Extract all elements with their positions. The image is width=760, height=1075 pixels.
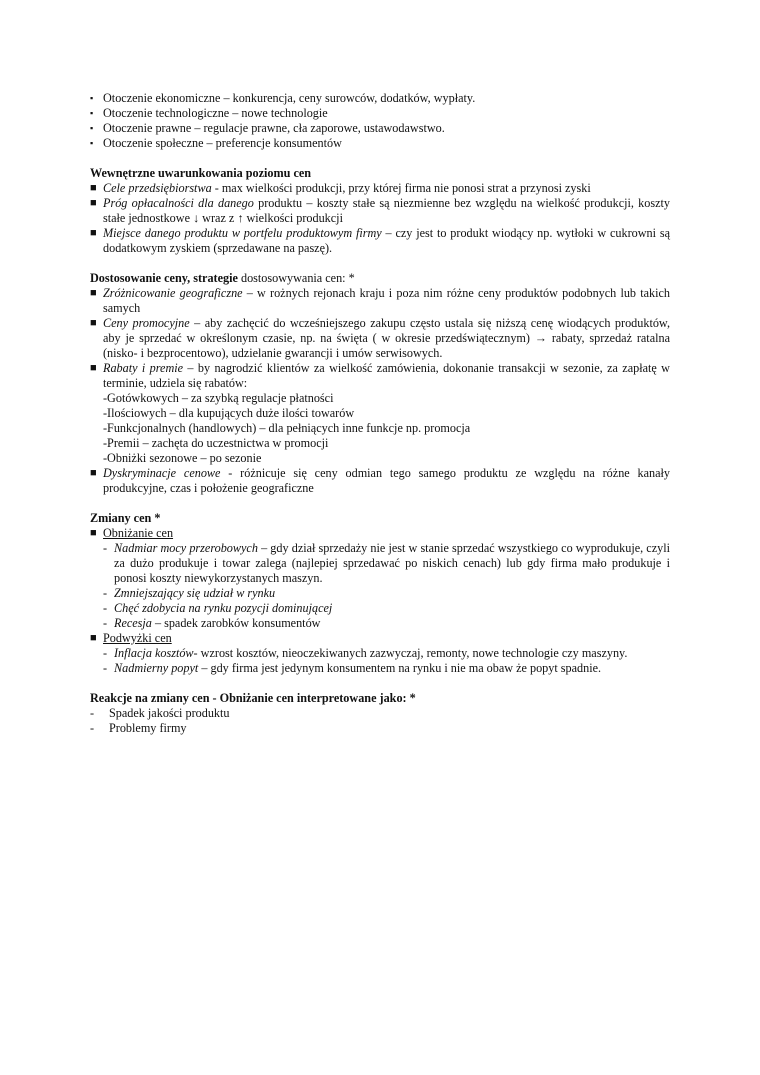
section-heading: Reakcje na zmiany cen - Obniżanie cen interpretowane jako: * [90,691,416,705]
rabat-item: -Ilościowych – dla kupujących duże ilości towarów [103,406,355,420]
document-page [90,91,670,736]
list-item: ■ Dyskryminacje cenowe - różnicuje się ceny odmian tego samego produktu ze względu na różne kanały produkcyjne, czas i położenie geograficzne [90,466,670,495]
list-item: ■ Próg opłacalności dla danego produktu – koszty stałe są niezmienne bez względu na wielkość produkcji, koszty stałe jednostkowe ↓ wraz z ↑ wielkości produkcji [90,196,671,225]
sub-item: - Recesja – spadek zarobków konsumentów [103,616,321,630]
list-item: - Problemy firmy [90,721,187,735]
list-item: ■ Ceny promocyjne – aby zachęcić do wcześniejszego zakupu często ustala się niższą cenę wiodących produktów, aby je sprzedać w określonym czasie, np. na święta ( w okresie przedświątecznym) → rabaty, sprzedaż ratalna (nisko- i bezprocentowo), udzielanie gwarancji i umów serwisowych. [90,316,670,360]
list-item: ▪ Otoczenie prawne – regulacje prawne, cła zaporowe, ustawodawstwo. [90,121,445,135]
list-item: - Spadek jakości produktu [90,706,230,720]
sub-item: - Nadmierny popyt – gdy firma jest jedynym konsumentem na rynku i nie ma obaw że popyt spadnie. [103,661,602,675]
list-item: ▪ Otoczenie ekonomiczne – konkurencja, ceny surowców, dodatków, wypłaty. [90,91,476,105]
list-item: ■ Zróżnicowanie geograficzne – w rożnych rejonach kraju i poza nim różne ceny produktów podobnych lub takich samych [90,286,670,315]
sub-item: - Inflacja kosztów- wzrost kosztów, nieoczekiwanych zazwyczaj, remonty, nowe technologie czy maszyny. [103,646,628,660]
sub-item: - Chęć zdobycia na rynku pozycji dominującej [103,601,333,615]
list-item: ▪ Otoczenie społeczne – preferencje konsumentów [90,136,342,150]
list-item: ■ Cele przedsiębiorstwa - max wielkości produkcji, przy której firma nie ponosi strat a przynosi zyski [90,181,591,195]
section-heading: Zmiany cen * [90,511,161,525]
section-heading: Dostosowanie ceny, strategie dostosowywania cen: * [90,271,355,285]
list-item: ■ Podwyżki cen [90,631,172,645]
list-item: ■ Miejsce danego produktu w portfelu produktowym firmy – czy jest to produkt wiodący np. wytłoki w cukrowni są dodatkowym zyskiem (sprzedawane na paszę). [90,226,670,255]
rabat-item: -Gotówkowych – za szybką regulacje płatności [103,391,334,405]
sub-item: - Zmniejszający się udział w rynku [103,586,276,600]
rabat-item: -Funkcjonalnych (handlowych) – dla pełniących inne funkcje np. promocja [103,421,471,435]
rabat-item: -Obniżki sezonowe – po sezonie [103,451,262,465]
list-item: ▪ Otoczenie technologiczne – nowe technologie [90,106,328,120]
list-item: ■ Obniżanie cen [90,526,174,540]
rabat-item: -Premii – zachęta do uczestnictwa w promocji [103,436,329,450]
sub-item: - Nadmiar mocy przerobowych – gdy dział sprzedaży nie jest w stanie sprzedać wszystkiego co wyprodukuje, czyli za dużo produkuje i towar zalega (najlepiej sprzedawać po niskich cenach) lub gdy firma mało produkuje i ponosi koszty niewykorzystanych maszyn. [103,541,670,585]
list-item: ■ Rabaty i premie – by nagrodzić klientów za wielkość zamówienia, dokonanie transakcji w sezonie, za zapłatę w terminie, udziela się rabatów: [90,361,670,390]
section-heading: Wewnętrzne uwarunkowania poziomu cen [90,166,312,180]
